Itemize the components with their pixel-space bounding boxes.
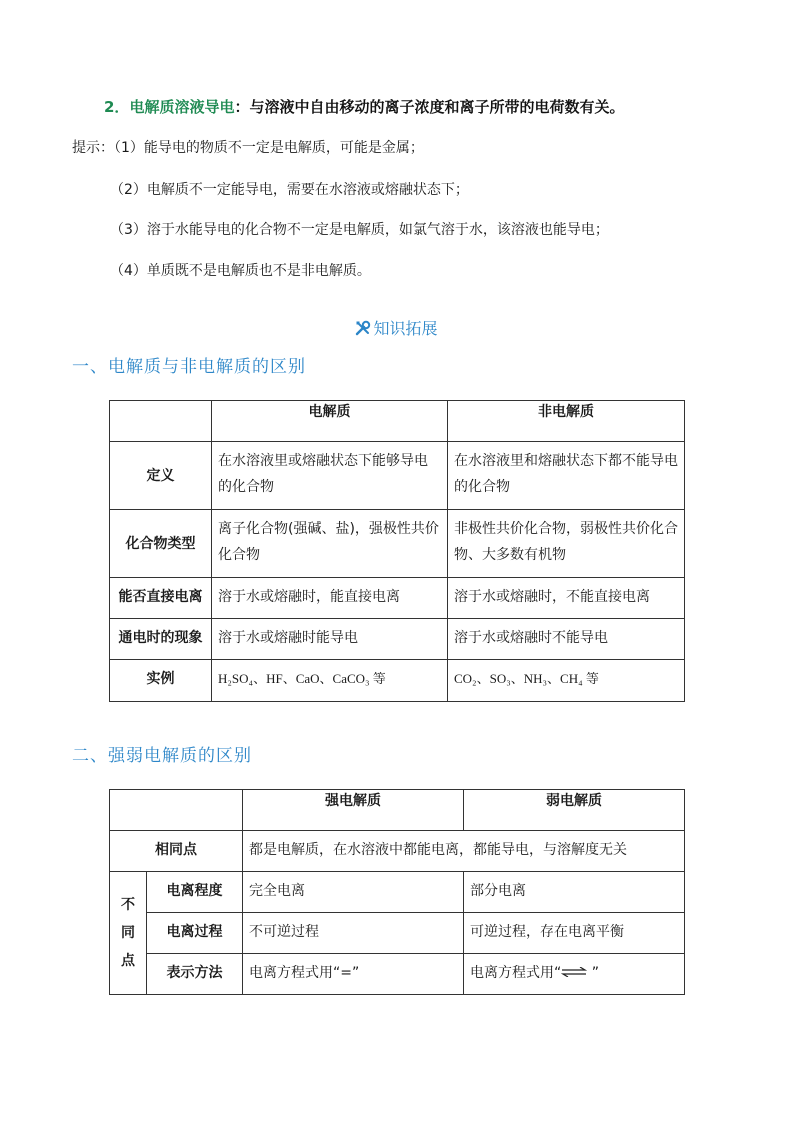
table-cell: 都是电解质，在水溶液中都能电离，都能导电，与溶解度无关 [243, 831, 685, 872]
table-header-cell [110, 401, 212, 442]
row-label: 表示方法 [147, 954, 243, 995]
hint-item: （3）溶于水能导电的化合物不一定是电解质，如氯气溶于水，该溶液也能导电； [110, 222, 609, 238]
table-cell [464, 954, 685, 995]
table-cell: 离子化合物(强碱、盐)，强极性共价化合物 [212, 510, 448, 578]
table-header-cell [110, 790, 243, 831]
diff-label-char: 点 [121, 953, 135, 969]
row-label: 电离过程 [147, 913, 243, 954]
table-cell: 在水溶液里或熔融状态下能够导电的化合物 [212, 442, 448, 510]
row-label: 通电时的现象 [110, 619, 212, 660]
diff-label-char: 同 [121, 925, 135, 941]
table-header-row [110, 401, 685, 442]
row-label: 相同点 [110, 831, 243, 872]
tools-icon [355, 320, 371, 340]
row-label: 能否直接电离 [110, 578, 212, 619]
table-cell: 在水溶液里和熔融状态下都不能导电的化合物 [448, 442, 685, 510]
row-label: 实例 [110, 660, 212, 702]
hint-item: （1）能导电的物质不一定是电解质，可能是金属； [114, 140, 424, 156]
table-header-cell: 弱电解质 [464, 790, 685, 831]
hint-item: （4）单质既不是电解质也不是非电解质。 [110, 263, 371, 279]
table-cell: 溶于水或熔融时不能导电 [448, 619, 685, 660]
section-heading [104, 96, 624, 117]
table-row [110, 872, 685, 913]
reversible-arrow-icon [561, 960, 587, 986]
table-cell: 电离方程式用“=” [243, 954, 464, 995]
section-description: ：与溶液中自由移动的离子浓度和离子所带的电荷数有关。 [234, 98, 625, 116]
extension-title-text: 知识拓展 [373, 319, 438, 338]
table-cell: 不可逆过程 [243, 913, 464, 954]
table-row [110, 619, 685, 660]
table-header-cell: 强电解质 [243, 790, 464, 831]
table-cell: 非极性共价化合物，弱极性共价化合物、大多数有机物 [448, 510, 685, 578]
table-cell: 溶于水或熔融时能导电 [212, 619, 448, 660]
hint-prefix: 提示： [72, 140, 114, 156]
table-row [110, 831, 685, 872]
electrolyte-comparison-table [109, 400, 685, 702]
row-label: 电离程度 [147, 872, 243, 913]
strong-weak-electrolyte-table [109, 789, 685, 995]
table2-title: 二、强弱电解质的区别 [72, 746, 252, 766]
diff-label-char: 不 [121, 897, 135, 913]
table-cell: 部分电离 [464, 872, 685, 913]
row-label: 定义 [110, 442, 212, 510]
table-header-cell: 非电解质 [448, 401, 685, 442]
table-row [110, 913, 685, 954]
hint-line-1 [72, 138, 424, 158]
table-cell: 溶于水或熔融时，能直接电离 [212, 578, 448, 619]
table-header-cell: 电解质 [212, 401, 448, 442]
equation-prefix: 电离方程式用“ [470, 965, 562, 981]
table-cell: 可逆过程，存在电离平衡 [464, 913, 685, 954]
table-cell: 完全电离 [243, 872, 464, 913]
table-row [110, 510, 685, 578]
equation-suffix: ” [587, 965, 599, 981]
table-cell: CO₂、SO₃、NH₃、CH₄ 等 [448, 660, 685, 702]
section-number: 2． [104, 98, 130, 116]
table-row [110, 954, 685, 995]
hint-item: （2）电解质不一定能导电，需要在水溶液或熔融状态下； [110, 182, 469, 198]
table-row [110, 578, 685, 619]
table-row [110, 442, 685, 510]
knowledge-extension-title [0, 316, 793, 340]
table-header-row [110, 790, 685, 831]
section-keyword: 电解质溶液导电 [129, 98, 235, 116]
table-cell: H₂SO₄、HF、CaO、CaCO₃ 等 [212, 660, 448, 702]
table-cell: 溶于水或熔融时，不能直接电离 [448, 578, 685, 619]
row-label: 化合物类型 [110, 510, 212, 578]
diff-label [110, 872, 147, 995]
table-row [110, 660, 685, 702]
table1-title: 一、电解质与非电解质的区别 [72, 357, 306, 377]
